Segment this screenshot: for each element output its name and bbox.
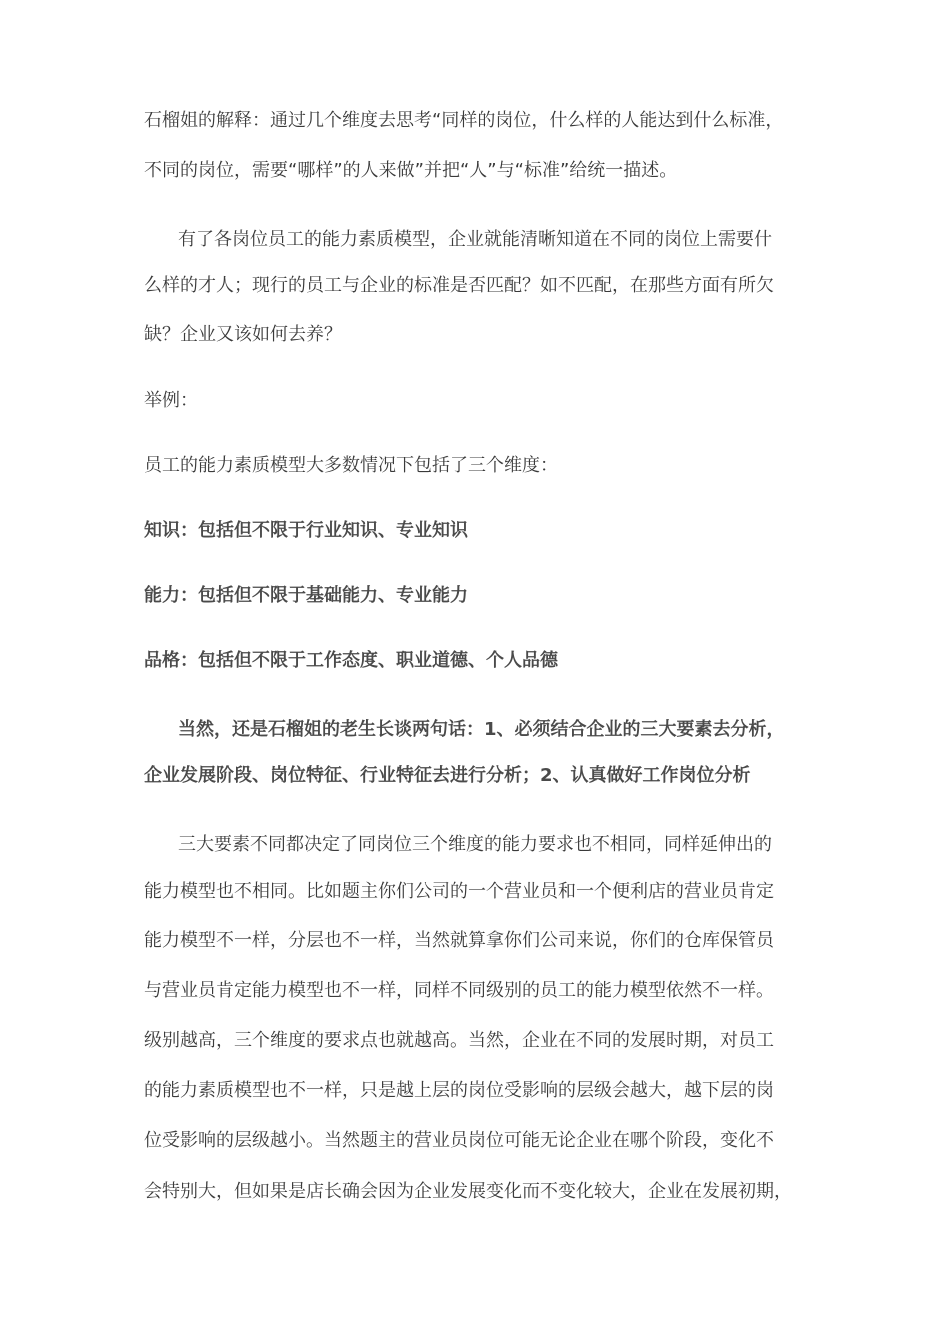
dimension-ability: 能力：包括但不限于基础能力、专业能力 [144, 585, 468, 606]
paragraph-3-line-3: 能力模型不一样，分层也不一样，当然就算拿你们公司来说，你们的仓库保管员 [144, 930, 774, 951]
emphasis-line-2: 企业发展阶段、岗位特征、行业特征去进行分析；2、认真做好工作岗位分析 [144, 765, 751, 786]
example-label: 举例： [144, 390, 198, 411]
paragraph-3-line-7: 位受影响的层级越小。当然题主的营业员岗位可能无论企业在哪个阶段，变化不 [144, 1130, 774, 1151]
paragraph-3-line-5: 级别越高，三个维度的要求点也就越高。当然，企业在不同的发展时期，对员工 [144, 1030, 774, 1051]
dimension-knowledge: 知识：包括但不限于行业知识、专业知识 [144, 520, 468, 541]
paragraph-3-line-8: 会特别大，但如果是店长确会因为企业发展变化而不变化较大，企业在发展初期， [144, 1181, 792, 1202]
paragraph-1-line-1: 石榴姐的解释：通过几个维度去思考“同样的岗位，什么样的人能达到什么标准， [144, 110, 784, 131]
paragraph-2-line-3: 缺？企业又该如何去养？ [144, 324, 342, 345]
dimensions-intro: 员工的能力素质模型大多数情况下包括了三个维度： [144, 455, 558, 476]
paragraph-3-line-6: 的能力素质模型也不一样，只是越上层的岗位受影响的层级会越大，越下层的岗 [144, 1080, 774, 1101]
dimension-character: 品格：包括但不限于工作态度、职业道德、个人品德 [144, 650, 558, 671]
paragraph-1-line-2: 不同的岗位，需要“哪样”的人来做”并把“人”与“标准”给统一描述。 [144, 160, 678, 181]
paragraph-3-line-1: 三大要素不同都决定了同岗位三个维度的能力要求也不相同，同样延伸出的 [178, 834, 772, 855]
paragraph-2-line-1: 有了各岗位员工的能力素质模型，企业就能清晰知道在不同的岗位上需要什 [178, 229, 772, 250]
emphasis-line-1: 当然，还是石榴姐的老生长谈两句话：1、必须结合企业的三大要素去分析， [178, 719, 785, 740]
paragraph-2-line-2: 么样的才人；现行的员工与企业的标准是否匹配？如不匹配，在那些方面有所欠 [144, 275, 774, 296]
paragraph-3-line-4: 与营业员肯定能力模型也不一样，同样不同级别的员工的能力模型依然不一样。 [144, 980, 774, 1001]
paragraph-3-line-2: 能力模型也不相同。比如题主你们公司的一个营业员和一个便利店的营业员肯定 [144, 881, 774, 902]
